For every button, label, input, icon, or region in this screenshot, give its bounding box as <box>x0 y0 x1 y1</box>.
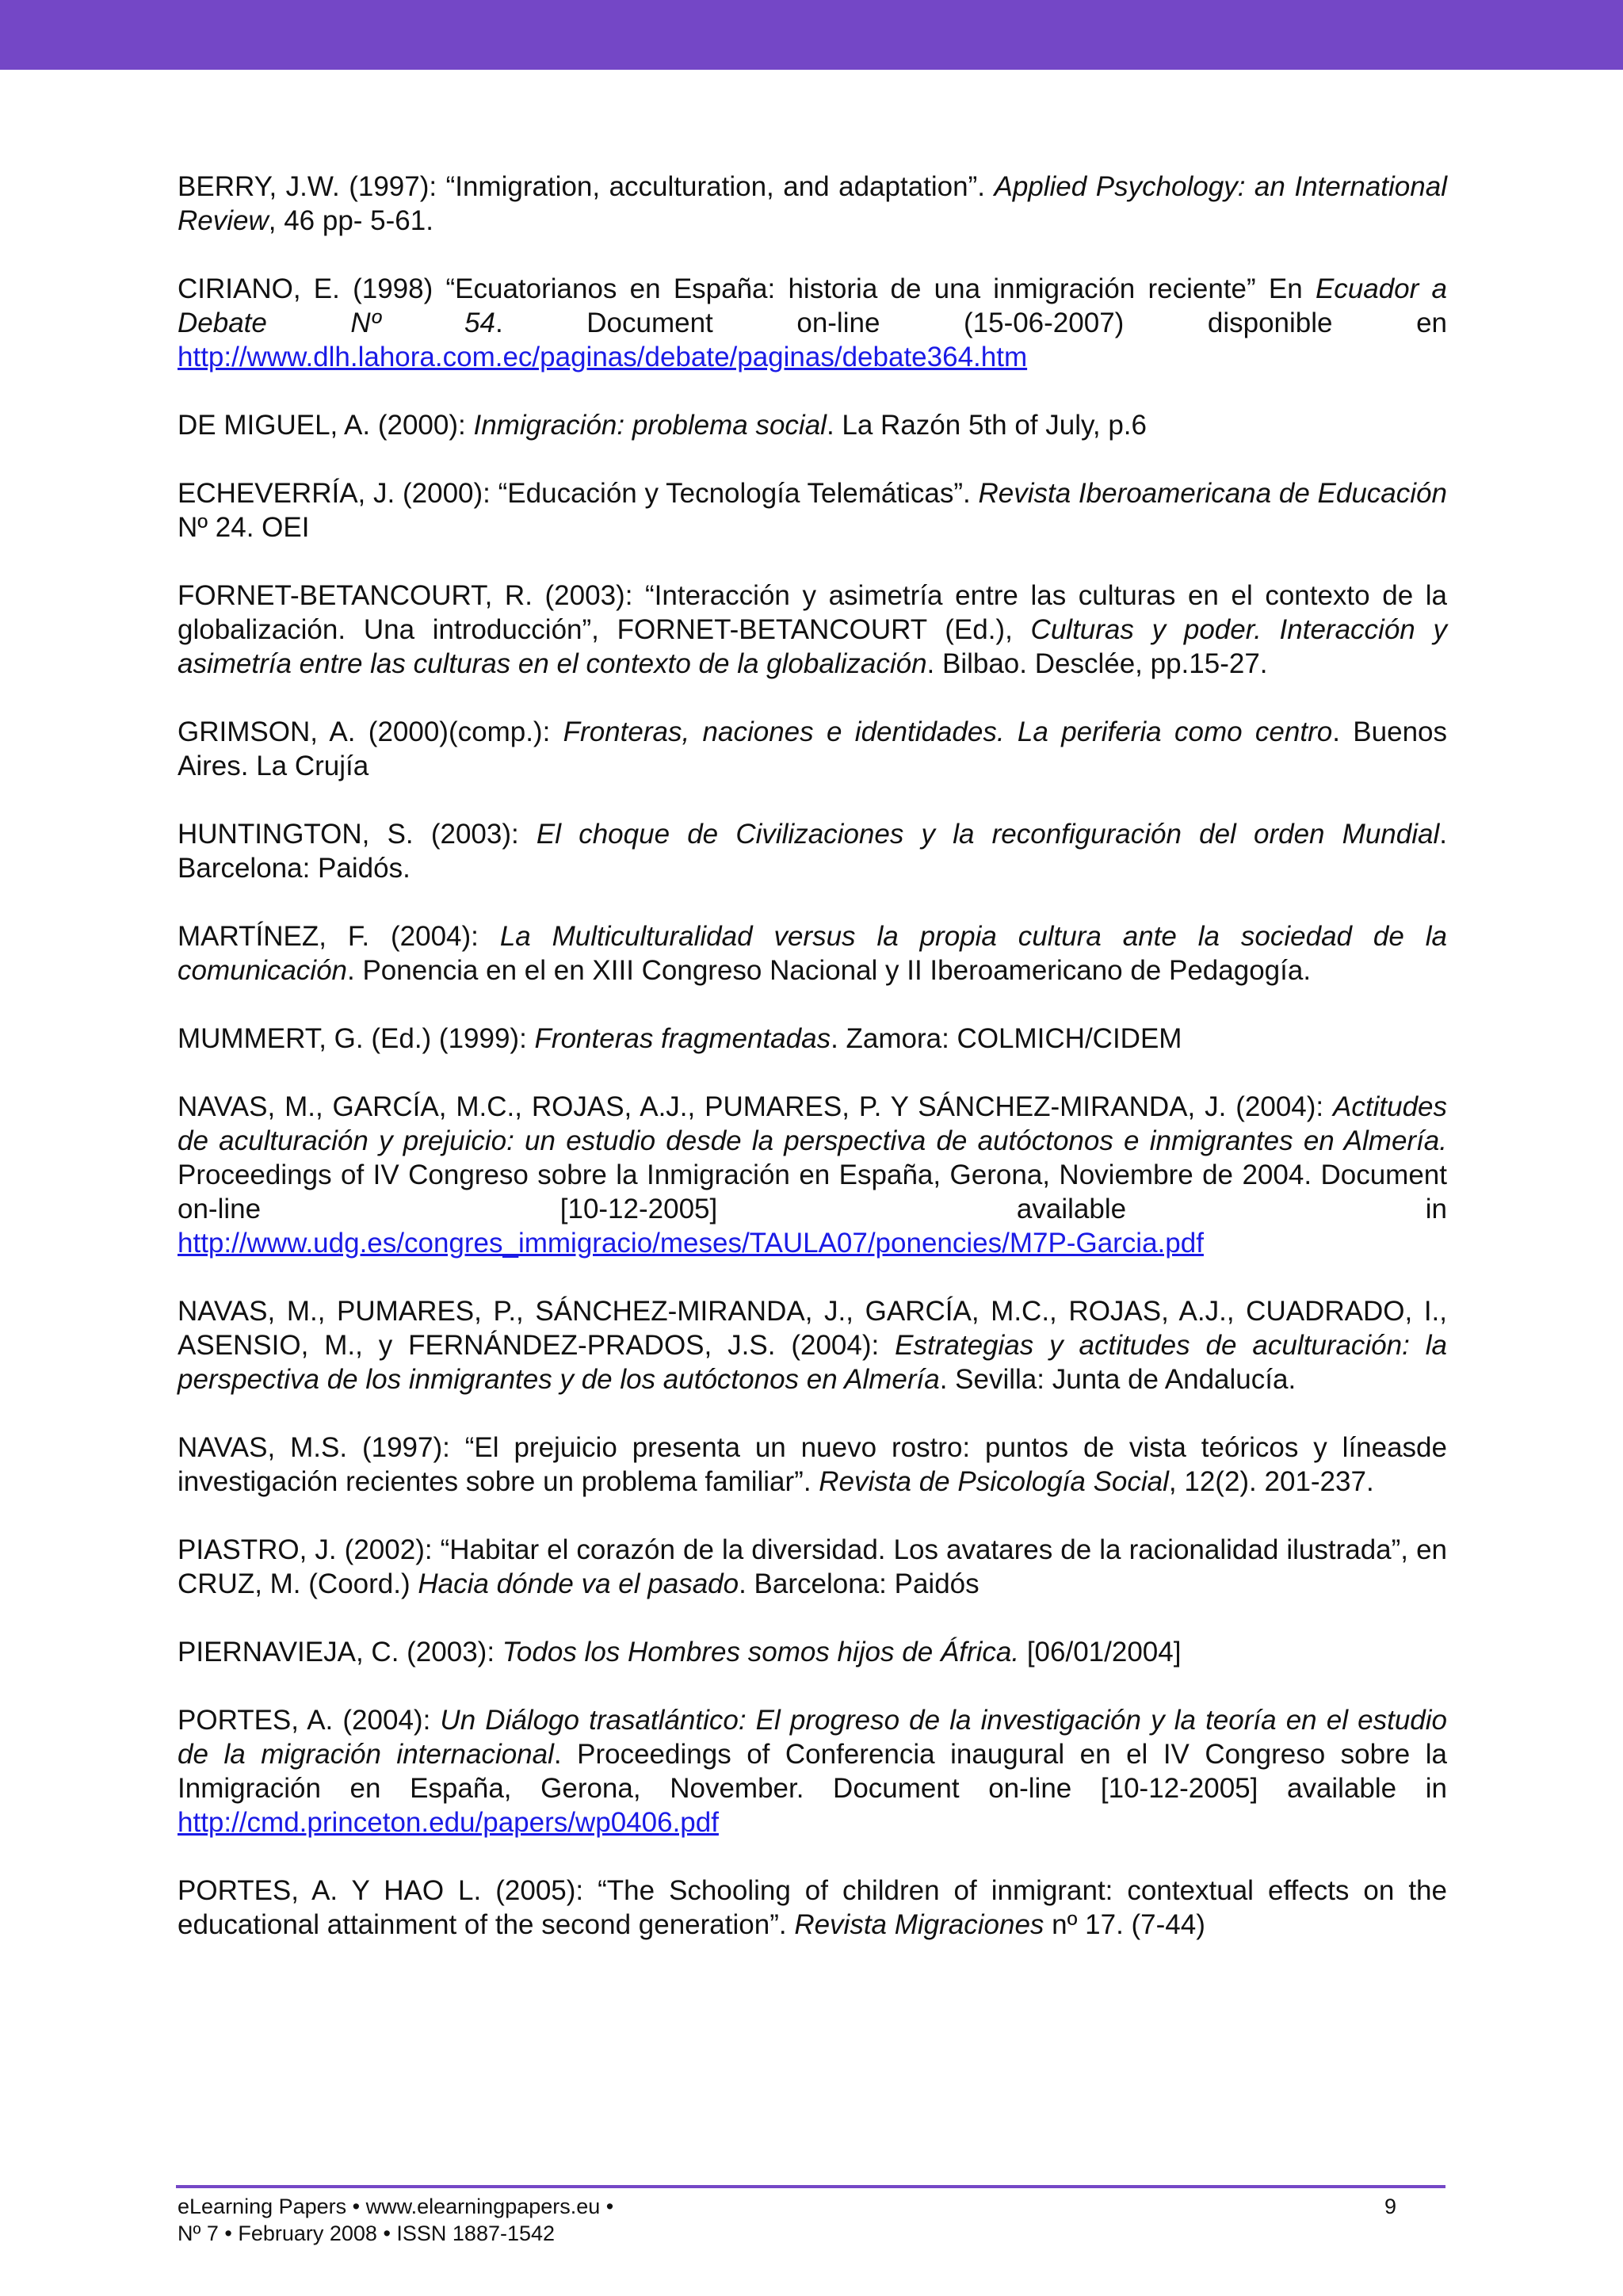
reference-text: ECHEVERRÍA, J. (2000): “Educación y Tecnología Telemáticas”. <box>178 478 979 509</box>
reference-entry <box>178 170 1447 238</box>
reference-text: Proceedings of IV Congreso sobre la Inmigración en España, Gerona, Noviembre de 2004. Document on-line [10-12-2005] available in <box>178 1159 1447 1224</box>
reference-text: . La Razón 5th of July, p.6 <box>826 410 1147 441</box>
reference-text: PIERNAVIEJA, C. (2003): <box>178 1637 502 1668</box>
reference-title: Inmigración: problema social <box>473 410 827 441</box>
reference-entry <box>178 1703 1447 1839</box>
footer <box>178 2193 1447 2247</box>
reference-text: . Ponencia en el en XIII Congreso Nacional y II Iberoamericano de Pedagogía. <box>347 955 1312 986</box>
page-number: 9 <box>1384 2195 1396 2218</box>
reference-text: . Zamora: COLMICH/CIDEM <box>831 1023 1182 1054</box>
reference-title: Revista Migraciones <box>794 1909 1044 1940</box>
reference-text: MARTÍNEZ, F. (2004): <box>178 921 500 952</box>
reference-text: BERRY, J.W. (1997): “Inmigration, acculturation, and adaptation”. <box>178 171 995 202</box>
header-bar <box>0 0 1623 70</box>
reference-title: Revista de Psicología Social <box>819 1466 1169 1497</box>
reference-entry <box>178 476 1447 544</box>
reference-entry <box>178 817 1447 885</box>
reference-title: La Multiculturalidad versus la propia cultura ante la sociedad de la comunicación <box>178 921 1448 986</box>
reference-entry <box>178 1294 1447 1396</box>
footer-rule <box>176 2185 1445 2188</box>
reference-title: El choque de Civilizaciones y la reconfiguración del orden Mundial <box>536 819 1440 850</box>
reference-text: FORNET-BETANCOURT, R. (2003): “Interacción y asimetría entre las culturas en el contexto de la globalización. Una introducción”, FORNET-BETANCOURT (Ed.), <box>178 580 1447 645</box>
reference-title: Culturas y poder. Interacción y asimetría entre las culturas en el contexto de la globalización <box>178 614 1447 679</box>
reference-list <box>178 170 1447 1976</box>
reference-text: , 46 pp- 5-61. <box>268 205 433 236</box>
reference-entry <box>178 919 1447 988</box>
reference-text: NAVAS, M., GARCÍA, M.C., ROJAS, A.J., PUMARES, P. Y SÁNCHEZ-MIRANDA, J. (2004): <box>178 1091 1334 1122</box>
reference-title: Applied Psychology: an International Review <box>178 171 1447 236</box>
reference-link[interactable]: http://www.dlh.lahora.com.ec/paginas/debate/paginas/debate364.htm <box>178 342 1028 372</box>
reference-entry <box>178 272 1447 374</box>
reference-text: NAVAS, M., PUMARES, P., SÁNCHEZ-MIRANDA, J., GARCÍA, M.C., ROJAS, A.J., CUADRADO, I., ASENSIO, M., y FERNÁNDEZ-PRADOS, J.S. (2004): <box>178 1296 1447 1361</box>
reference-text: Nº 24. OEI <box>178 512 310 543</box>
reference-text: . Buenos Aires. La Crujía <box>178 716 1448 781</box>
reference-text: [06/01/2004] <box>1019 1637 1182 1668</box>
reference-link[interactable]: http://www.udg.es/congres_immigracio/meses/TAULA07/ponencies/M7P-Garcia.pdf <box>178 1228 1204 1259</box>
reference-text: . Document on-line (15-06-2007) disponible en <box>495 308 1447 338</box>
reference-entry <box>178 1635 1447 1669</box>
reference-entry <box>178 1022 1447 1056</box>
reference-title: Estrategias y actitudes de aculturación: la perspectiva de los inmigrantes y de los autóctonos en Almería <box>178 1330 1447 1395</box>
reference-link[interactable]: http://cmd.princeton.edu/papers/wp0406.pdf <box>178 1807 719 1838</box>
reference-text: . Proceedings of Conferencia inaugural en el IV Congreso sobre la Inmigración en España, Gerona, November. Document on-line [10-12-2005] available in <box>178 1739 1447 1804</box>
reference-title: Actitudes de aculturación y prejuicio: un estudio desde la perspectiva de autóctonos e inmigrantes en Almería. <box>178 1091 1447 1156</box>
reference-text: . Bilbao. Desclée, pp.15-27. <box>926 648 1268 679</box>
reference-entry <box>178 715 1447 783</box>
reference-title: Un Diálogo trasatlántico: El progreso de la investigación y la teoría en el estudio de la migración internacional <box>178 1705 1447 1770</box>
footer-line-1: eLearning Papers • www.elearningpapers.eu • <box>178 2195 614 2218</box>
reference-text: nº 17. (7-44) <box>1044 1909 1205 1940</box>
reference-entry <box>178 1090 1447 1260</box>
reference-title: Fronteras fragmentadas <box>534 1023 831 1054</box>
reference-text: GRIMSON, A. (2000)(comp.): <box>178 716 563 747</box>
reference-title: Hacia dónde va el pasado <box>418 1568 739 1599</box>
reference-title: Fronteras, naciones e identidades. La periferia como centro <box>563 716 1333 747</box>
reference-entry <box>178 579 1447 681</box>
reference-text: PIASTRO, J. (2002): “Habitar el corazón de la diversidad. Los avatares de la racionalidad ilustrada”, en CRUZ, M. (Coord.) <box>178 1534 1447 1599</box>
reference-text: PORTES, A. (2004): <box>178 1705 441 1736</box>
reference-text: DE MIGUEL, A. (2000): <box>178 410 474 441</box>
reference-text: PORTES, A. Y HAO L. (2005): “The Schooling of children of inmigrant: contextual effects on the educational attainment of the second generation”. <box>178 1875 1447 1940</box>
reference-text: . Barcelona: Paidós. <box>178 819 1447 884</box>
reference-entry <box>178 1874 1447 1942</box>
reference-entry <box>178 1431 1447 1499</box>
reference-text: CIRIANO, E. (1998) “Ecuatorianos en España: historia de una inmigración reciente” En <box>178 273 1316 304</box>
reference-entry <box>178 408 1447 442</box>
footer-line-2: Nº 7 • February 2008 • ISSN 1887-1542 <box>178 2222 556 2245</box>
reference-text: , 12(2). 201-237. <box>1168 1466 1374 1497</box>
reference-title: Ecuador a Debate Nº 54 <box>178 273 1447 338</box>
reference-text: . Sevilla: Junta de Andalucía. <box>939 1364 1296 1395</box>
reference-title: Todos los Hombres somos hijos de África. <box>502 1637 1020 1668</box>
reference-text: HUNTINGTON, S. (2003): <box>178 819 537 850</box>
reference-entry <box>178 1533 1447 1601</box>
reference-text: . Barcelona: Paidós <box>739 1568 980 1599</box>
reference-title: Revista Iberoamericana de Educación <box>978 478 1447 509</box>
reference-text: MUMMERT, G. (Ed.) (1999): <box>178 1023 535 1054</box>
reference-text: NAVAS, M.S. (1997): “El prejuicio presenta un nuevo rostro: puntos de vista teóricos y líneasde investigación recientes sobre un problema familiar”. <box>178 1432 1447 1497</box>
